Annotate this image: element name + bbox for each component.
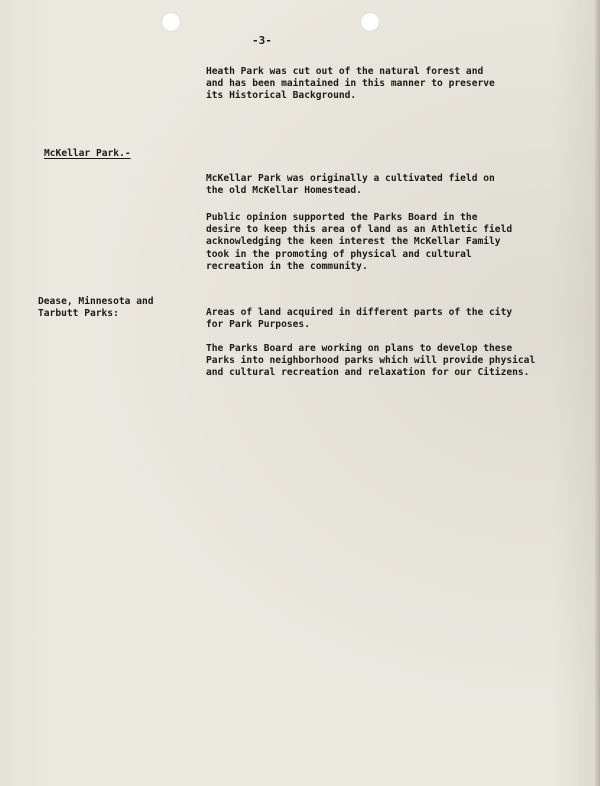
page-number: -3- — [252, 34, 272, 47]
text-line: McKellar Park was originally a cultivated field on — [206, 173, 495, 184]
text-line: the old McKellar Homestead. — [206, 185, 362, 197]
punch-hole-left — [161, 12, 181, 32]
parks-board-plans-paragraph — [206, 343, 546, 380]
text-line: recreation in the community. — [206, 260, 368, 272]
text-line: for Park Purposes. — [206, 319, 310, 331]
text-line: The Parks Board are working on plans to develop these — [206, 343, 513, 354]
text-line: Areas of land acquired in different parts of the city — [206, 307, 513, 318]
punch-hole-right — [360, 12, 380, 32]
label-line: Tarbutt Parks: — [38, 308, 119, 320]
text-line: and has been maintained in this manner to preserve — [206, 78, 495, 90]
text-line: Public opinion supported the Parks Board in the — [206, 212, 478, 223]
text-line: Heath Park was cut out of the natural forest and — [206, 66, 484, 77]
mckellar-public-opinion-paragraph — [206, 212, 546, 273]
text-line: and cultural recreation and relaxation for our Citizens. — [206, 367, 530, 379]
text-line: its Historical Background. — [206, 90, 357, 102]
land-acquired-paragraph — [206, 307, 546, 331]
text-line: took in the promoting of physical and cultural — [206, 248, 472, 260]
text-line: desire to keep this area of land as an Athletic field — [206, 224, 513, 236]
heath-park-paragraph — [206, 66, 546, 103]
dease-minnesota-tarbutt-label — [38, 296, 154, 320]
text-line: acknowledging the keen interest the McKellar Family — [206, 236, 501, 248]
label-line: Dease, Minnesota and — [38, 296, 154, 307]
paper-edge — [594, 0, 600, 786]
text-line: Parks into neighborhood parks which will provide physical — [206, 355, 536, 367]
mckellar-origin-paragraph — [206, 173, 546, 197]
mckellar-park-heading: McKellar Park.- — [44, 148, 131, 159]
